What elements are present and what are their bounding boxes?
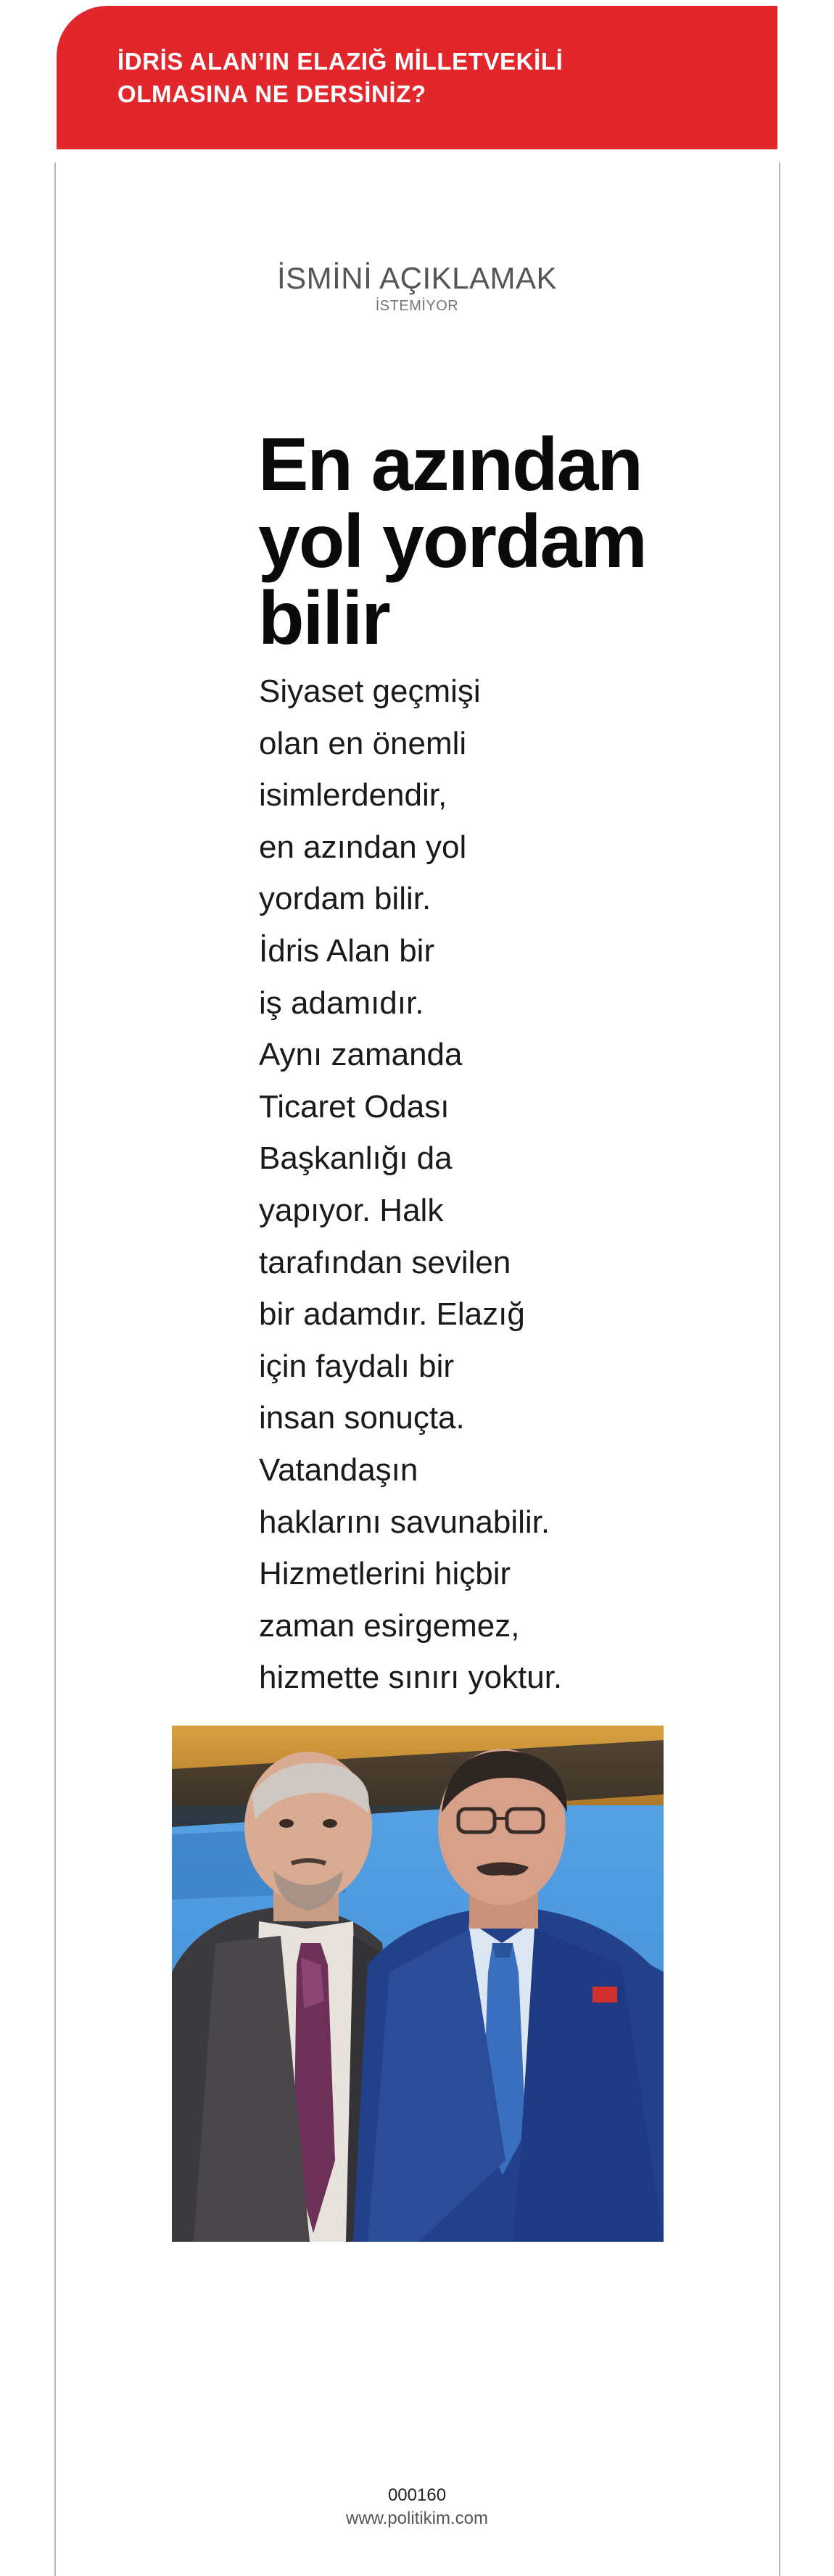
body-line: yapıyor. Halk (259, 1192, 444, 1228)
footer-website: www.politikim.com (345, 2509, 489, 2528)
body-line: Vatandaşın (259, 1451, 418, 1488)
footer-code: 000160 (387, 2485, 447, 2505)
body-line: bir adamdır. Elazığ (259, 1296, 525, 1333)
article-photo (172, 1726, 664, 2242)
body-line: Siyaset geçmişi (259, 674, 481, 709)
body-line: zaman esirgemez, (259, 1607, 520, 1644)
body-line: olan en önemli (259, 725, 467, 761)
headline-line: En azından (258, 423, 642, 507)
body-line: Aynı zamanda (259, 1037, 463, 1073)
body-line: hizmette sınırı yoktur. (259, 1660, 563, 1696)
left-border-line (54, 162, 56, 2576)
body-line: iş adamıdır. (259, 985, 424, 1021)
page-footer (0, 2484, 834, 2530)
header-title-line-2: OLMASINA NE DERSİNİZ? (117, 80, 426, 107)
headline-line: yol yordam (258, 500, 646, 584)
right-border-line (779, 162, 780, 2576)
body-line: haklarını savunabilir. (259, 1504, 550, 1540)
flag-pin (593, 1987, 617, 2003)
body-line: Ticaret Odası (259, 1088, 450, 1125)
body-line: en azından yol (259, 829, 467, 865)
body-line: için faydalı bir (259, 1348, 455, 1384)
body-line: isimlerdendir, (259, 777, 447, 813)
header-title-line-1: İDRİS ALAN’IN ELAZIĞ MİLLETVEKİLİ (117, 48, 563, 75)
source-name: İSMİNİ AÇIKLAMAK (276, 261, 558, 295)
source-subtitle: İSTEMİYOR (375, 298, 459, 314)
photo-illustration (172, 1726, 664, 2242)
body-line: insan sonuçta. (259, 1400, 465, 1436)
body-line: tarafından sevilen (259, 1244, 511, 1280)
source-attribution (0, 260, 834, 315)
body-line: İdris Alan bir (259, 932, 435, 969)
body-line: Hizmetlerini hiçbir (259, 1556, 511, 1592)
article-body (259, 666, 665, 1704)
article-headline (258, 423, 664, 660)
header-banner (57, 6, 777, 149)
body-line: Başkanlığı da (259, 1140, 453, 1177)
body-line: yordam bilir. (259, 881, 432, 917)
headline-line: bilir (258, 576, 389, 660)
